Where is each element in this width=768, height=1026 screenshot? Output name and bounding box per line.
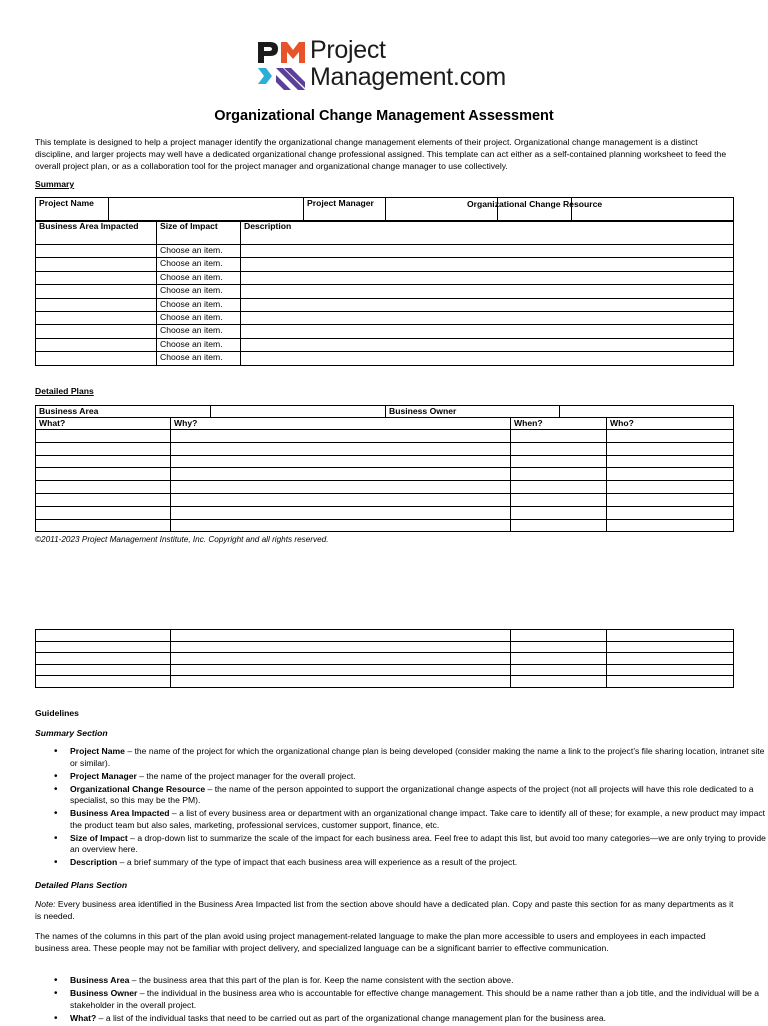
list-item: • Project Manager – the name of the project manager for the overall project. [70,771,768,783]
size-dropdown[interactable]: Choose an item. [157,271,241,284]
summary-impact-table [35,220,734,366]
area-cell[interactable] [36,245,157,258]
logo-line-1: Project [310,36,386,64]
area-cell[interactable] [36,311,157,324]
plan-cell[interactable] [171,468,511,481]
detailed-section-heading: Detailed Plans Section [35,880,128,890]
col-size-of-impact: Size of Impact [157,221,241,245]
plan-cell[interactable] [36,455,171,468]
plan-cell[interactable] [511,664,607,676]
col-what: What? [36,418,171,430]
size-dropdown[interactable]: Choose an item. [157,285,241,298]
business-owner-input[interactable] [560,406,734,418]
summary-guidelines-list [35,746,768,870]
plan-cell[interactable] [607,430,734,443]
plan-cell[interactable] [511,493,607,506]
plan-cell[interactable] [607,442,734,455]
col-business-area-impacted: Business Area Impacted [36,221,157,245]
plan-cell[interactable] [511,506,607,519]
size-dropdown[interactable]: Choose an item. [157,298,241,311]
project-name-input[interactable] [109,198,304,222]
plan-cell[interactable] [171,519,511,532]
col-who: Who? [607,418,734,430]
plan-cell[interactable] [36,506,171,519]
plan-cell[interactable] [511,455,607,468]
detailed-plans-heading: Detailed Plans [35,386,94,396]
plan-cell[interactable] [171,481,511,494]
description-cell[interactable] [241,325,734,338]
intro-paragraph: This template is designed to help a project manager identify the organizational change management elements of their project. Organizational change management is a distinct discipline, and larger projects may well have a dedicated organizational change professional assigned. This template can act either as a self-contained planning worksheet to feed the overall project plan, or as a collaboration tool for the project manager and organizational change manager to use collectively. [35,137,727,171]
note-paragraph: Note: Every business area identified in the Business Area Impacted list from the section above should have a dedicated plan. Copy and paste this section for as many departments as it is needed. [35,899,734,921]
list-item: • Description – a brief summary of the type of impact that each business area will experience as a result of the project. [70,857,768,869]
plan-cell[interactable] [171,676,511,688]
list-item: • Business Area – the business area that this part of the plan is for. Keep the name consistent with the section above. [70,975,768,987]
description-cell[interactable] [241,338,734,351]
size-dropdown[interactable]: Choose an item. [157,311,241,324]
list-item: • Business Area Impacted – a list of every business area or department with an organizational change impact. Take care to identify all of these; for example, a new product may impact the product team but also sales, marketing, professional services, customer support, finance, etc. [70,808,768,831]
plan-cell[interactable] [511,519,607,532]
col-description: Description [241,221,734,245]
area-cell[interactable] [36,258,157,271]
plan-cell[interactable] [511,442,607,455]
plan-cell[interactable] [607,676,734,688]
area-cell[interactable] [36,298,157,311]
list-item: • Size of Impact – a drop-down list to summarize the scale of the impact for each business area. Feel free to adapt this list, but avoid too many categories—we are only trying to provide an overview here. [70,833,768,856]
logo-line-2: Management.com [310,63,506,91]
plan-cell[interactable] [607,481,734,494]
plan-cell[interactable] [36,630,171,642]
list-item: • Business Owner – the individual in the business area who is accountable for effective change management. This should be a name rather than a job title, and the individual will be a stakeholder in the overall project. [70,988,768,1011]
logo [256,38,526,94]
area-cell[interactable] [36,271,157,284]
plan-cell[interactable] [511,641,607,653]
ocr-label-text: Organizational Change Resource [467,199,603,209]
area-cell[interactable] [36,352,157,365]
plan-cell[interactable] [36,653,171,665]
area-cell[interactable] [36,285,157,298]
business-owner-label: Business Owner [386,406,560,418]
col-when: When? [511,418,607,430]
summary-section-heading: Summary Section [35,728,108,738]
description-cell[interactable] [241,352,734,365]
list-item: • What? – a list of the individual tasks that need to be carried out as part of the organizational change management plan for the business area. [70,1013,768,1025]
plan-cell[interactable] [511,468,607,481]
plan-cell[interactable] [36,664,171,676]
business-area-label: Business Area [36,406,211,418]
plan-cell[interactable] [607,630,734,642]
plan-cell[interactable] [171,664,511,676]
summary-heading: Summary [35,179,75,189]
plan-cell[interactable] [36,468,171,481]
plan-cell[interactable] [511,430,607,443]
plan-cell[interactable] [36,676,171,688]
detailed-guidelines-list [35,975,768,1026]
plan-cell[interactable] [607,664,734,676]
description-cell[interactable] [241,285,734,298]
description-cell[interactable] [241,245,734,258]
plan-cell[interactable] [171,630,511,642]
plan-cell[interactable] [36,519,171,532]
project-manager-label: Project Manager [304,198,386,222]
plan-cell[interactable] [607,653,734,665]
project-name-label: Project Name [36,198,109,222]
plan-cell[interactable] [511,653,607,665]
detailed-plan-table [35,417,734,532]
plan-cell[interactable] [171,506,511,519]
size-dropdown[interactable]: Choose an item. [157,258,241,271]
size-dropdown[interactable]: Choose an item. [157,325,241,338]
description-cell[interactable] [241,311,734,324]
description-cell[interactable] [241,271,734,284]
list-item: • Organizational Change Resource – the name of the person appointed to support the organizational change aspects of the project (not all projects will have this role dedicated to a specialist, so this may be the PM). [70,784,768,807]
plan-cell[interactable] [607,493,734,506]
area-cell[interactable] [36,325,157,338]
plan-cell[interactable] [607,641,734,653]
plan-cell[interactable] [36,481,171,494]
plan-cell[interactable] [607,468,734,481]
plan-cell[interactable] [511,676,607,688]
description-cell[interactable] [241,298,734,311]
area-cell[interactable] [36,338,157,351]
plan-cell[interactable] [171,430,511,443]
plan-cell[interactable] [36,641,171,653]
plan-cell[interactable] [36,430,171,443]
plan-cell[interactable] [607,506,734,519]
plan-cell[interactable] [511,481,607,494]
pm-logo-icon [256,40,308,92]
guidelines-heading: Guidelines [35,708,79,718]
list-item: • Project Name – the name of the project for which the organizational change plan is being developed (consider making the name a link to the project’s file sharing location, intranet site or similar). [70,746,768,769]
detailed-plan-table-continued [35,629,734,688]
size-dropdown[interactable]: Choose an item. [157,338,241,351]
page-title: Organizational Change Management Assessment [214,108,554,124]
names-paragraph: The names of the columns in this part of the plan avoid using project management-related language to make the plan more accessible to users and employees in each impacted business area. These people may not be familiar with project delivery, and specialized language can be a significant barrier to effective communication. [35,931,706,953]
size-dropdown[interactable]: Choose an item. [157,352,241,365]
business-area-input[interactable] [211,406,386,418]
col-why: Why? [171,418,511,430]
plan-cell[interactable] [171,455,511,468]
copyright-notice: ©2011-2023 Project Management Institute, Inc. Copyright and all rights reserved. [35,535,329,544]
description-cell[interactable] [241,258,734,271]
summary-table [35,197,734,222]
plan-cell[interactable] [607,455,734,468]
plan-cell[interactable] [511,630,607,642]
plan-cell[interactable] [171,442,511,455]
size-dropdown[interactable]: Choose an item. [157,245,241,258]
plan-cell[interactable] [36,493,171,506]
plan-cell[interactable] [171,641,511,653]
plan-cell[interactable] [36,442,171,455]
plan-cell[interactable] [171,653,511,665]
plan-cell[interactable] [171,493,511,506]
plan-cell[interactable] [607,519,734,532]
